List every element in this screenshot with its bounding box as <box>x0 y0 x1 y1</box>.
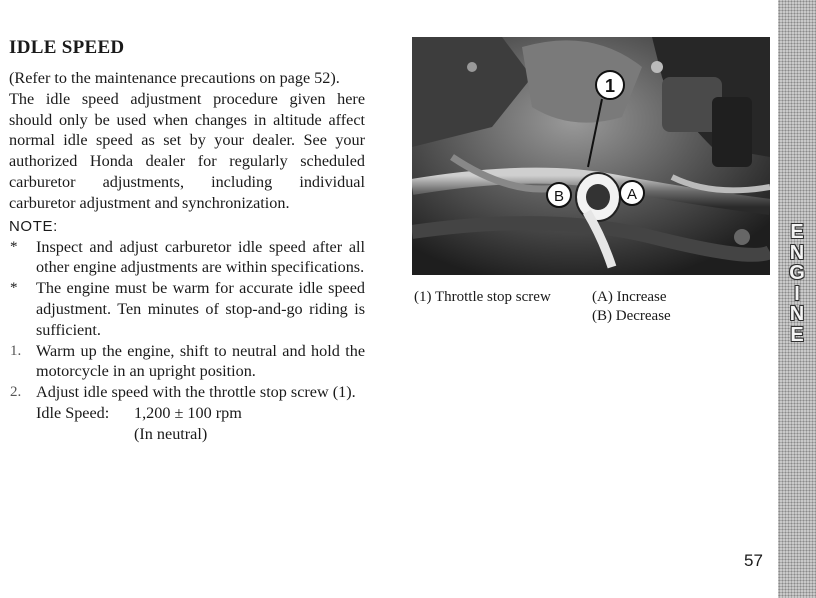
callout-1-label: 1 <box>604 76 616 96</box>
spec-label: Idle Speed: <box>36 403 110 422</box>
note-item-text: Inspect and adjust carburetor idle speed after all other engine adjustments are within specifications. <box>36 237 365 277</box>
intro-text: (Refer to the maintenance precautions on page 52). <box>9 69 340 87</box>
note-heading: NOTE: <box>9 217 58 235</box>
bullet-marker: * <box>10 238 18 255</box>
carburetor-photo <box>412 37 770 275</box>
step-text: Warm up the engine, shift to neutral and hold the motorcycle in an upright position. <box>36 341 365 381</box>
callout-b-label: B <box>553 188 565 205</box>
caption-increase: (A) Increase <box>592 289 667 305</box>
step-number: 2. <box>10 384 22 401</box>
step-item <box>9 341 365 383</box>
idle-speed-spec <box>9 403 365 445</box>
step-number: 1. <box>10 342 22 359</box>
tab-letter: G <box>789 262 805 284</box>
tab-letter: N <box>789 303 805 325</box>
tab-letter: E <box>790 323 804 346</box>
section-tab-label <box>778 222 816 345</box>
page-number: 57 <box>744 551 763 570</box>
spec-condition: (In neutral) <box>134 424 208 443</box>
text-column <box>9 36 365 445</box>
note-item <box>9 237 365 279</box>
note-item <box>9 278 365 340</box>
step-text: Adjust idle speed with the throttle stop screw (1). <box>36 383 356 402</box>
spec-value: 1,200 ± 100 rpm <box>134 403 242 422</box>
bullet-marker: * <box>10 280 18 297</box>
tab-letter: I <box>794 282 800 305</box>
section-title: IDLE SPEED <box>9 37 125 58</box>
note-item-text: The engine must be warm for accurate idle speed adjustment. Ten minutes of stop-and-go riding is sufficient. <box>36 279 365 339</box>
tab-letter: E <box>790 221 804 243</box>
caption-throttle-stop-screw: (1) Throttle stop screw <box>414 289 551 305</box>
step-item <box>9 382 365 403</box>
callout-a-label: A <box>626 186 638 203</box>
caption-decrease: (B) Decrease <box>592 308 671 324</box>
body-text: The idle speed adjustment procedure given here should only be used when changes in altitude affect normal idle speed as set by your dealer. See your authorized Honda dealer for regularly scheduled carburetor adjustments, including individual carburetor adjustment and synchronization. <box>9 89 365 212</box>
tab-letter: N <box>789 241 805 264</box>
